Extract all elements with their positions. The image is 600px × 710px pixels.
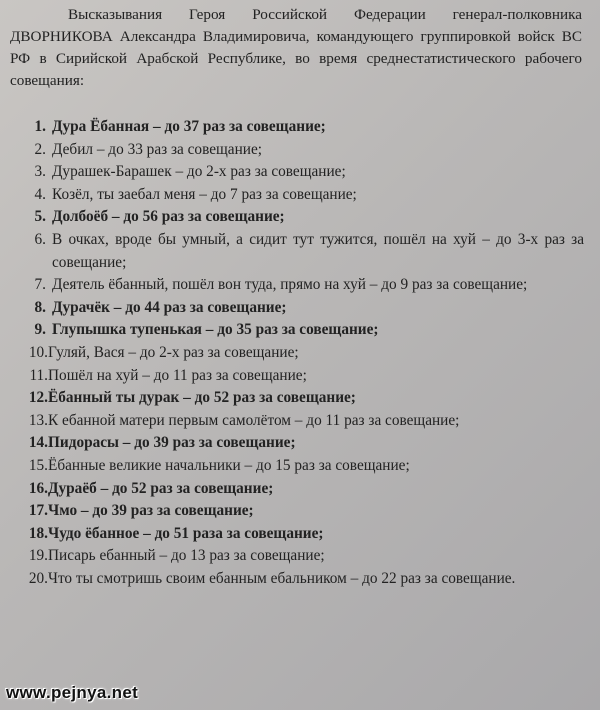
item-text: Дурачёк – до 44 раз за совещание; <box>52 298 287 316</box>
item-text: Что ты смотришь своим ебанным ебальником – до 22 раз за совещание. <box>48 569 516 587</box>
list-item <box>14 229 584 274</box>
item-text: Дурашек-Барашек – до 2-х раз за совещание; <box>52 163 346 181</box>
item-number: 8. <box>34 298 46 316</box>
list-item <box>14 500 584 523</box>
list-item <box>14 523 584 546</box>
item-number: 10. <box>28 343 48 361</box>
item-text: Чудо ёбанное – до 51 раза за совещание; <box>48 524 324 542</box>
list-item <box>14 365 584 388</box>
item-text: Писарь ебанный – до 13 раз за совещание; <box>48 547 325 565</box>
quotes-list <box>14 116 584 590</box>
item-number: 16. <box>28 479 48 497</box>
list-item <box>14 184 584 207</box>
item-number: 18. <box>28 524 48 542</box>
item-number: 9. <box>34 321 46 339</box>
list-item <box>14 432 584 455</box>
item-text: Чмо – до 39 раз за совещание; <box>48 502 254 520</box>
item-text: В очках, вроде бы умный, а сидит тут тужится, пошёл на хуй – до 3-х раз за совещание; <box>52 230 584 271</box>
item-text: Ёбанный ты дурак – до 52 раз за совещание; <box>48 389 356 407</box>
list-item <box>14 116 584 139</box>
item-text: Пошёл на хуй – до 11 раз за совещание; <box>48 366 307 384</box>
list-item <box>14 478 584 501</box>
item-number: 5. <box>34 208 46 226</box>
item-number: 11. <box>29 366 48 384</box>
list-item <box>14 206 584 229</box>
item-text: Ёбанные великие начальники – до 15 раз за совещание; <box>48 456 410 474</box>
item-text: Дураёб – до 52 раз за совещание; <box>48 479 274 497</box>
item-number: 20. <box>28 569 48 587</box>
item-text: Дебил – до 33 раз за совещание; <box>52 140 262 158</box>
item-number: 12. <box>28 389 48 407</box>
item-number: 1. <box>34 118 46 135</box>
list-item <box>14 455 584 478</box>
item-number: 7. <box>34 276 46 294</box>
list-item <box>14 297 584 320</box>
item-number: 2. <box>34 140 46 158</box>
item-number: 14. <box>28 434 48 452</box>
item-text: Дура Ёбанная – до 37 раз за совещание; <box>52 118 326 135</box>
item-text: Козёл, ты заебал меня – до 7 раз за совещание; <box>52 185 357 203</box>
list-item <box>14 319 584 342</box>
item-text: Пидорасы – до 39 раз за совещание; <box>48 434 296 452</box>
item-number: 15. <box>28 456 48 474</box>
item-number: 13. <box>28 411 48 429</box>
item-text: Деятель ёбанный, пошёл вон туда, прямо на хуй – до 9 раз за совещание; <box>52 276 528 294</box>
item-number: 4. <box>34 185 46 203</box>
item-text: Долбоёб – до 56 раз за совещание; <box>52 208 285 226</box>
item-text: Гуляй, Вася – до 2-х раз за совещание; <box>48 343 299 361</box>
item-text: Глупышка тупенькая – до 35 раз за совещание; <box>52 321 379 339</box>
list-item <box>14 161 584 184</box>
list-item <box>14 545 584 568</box>
intro-paragraph <box>10 4 582 92</box>
site-watermark: www.pejnya.net <box>6 683 139 702</box>
item-number: 3. <box>34 163 46 181</box>
list-item <box>14 568 584 591</box>
item-number: 17. <box>28 502 48 520</box>
item-number: 6. <box>34 230 46 248</box>
intro-text: Высказывания Героя Российской Федерации генерал-полковника ДВОРНИКОВА Александра Владимировича, командующего группировкой войск ВС РФ в Сирийской Арабской Республике, во время среднестатистического рабочего совещания: <box>10 6 582 89</box>
item-text: К ебанной матери первым самолётом – до 11 раз за совещание; <box>48 411 460 429</box>
list-item <box>14 139 584 162</box>
list-item <box>14 274 584 297</box>
item-number: 19. <box>28 547 48 565</box>
list-item <box>14 342 584 365</box>
list-item <box>14 410 584 433</box>
list-item <box>14 387 584 410</box>
